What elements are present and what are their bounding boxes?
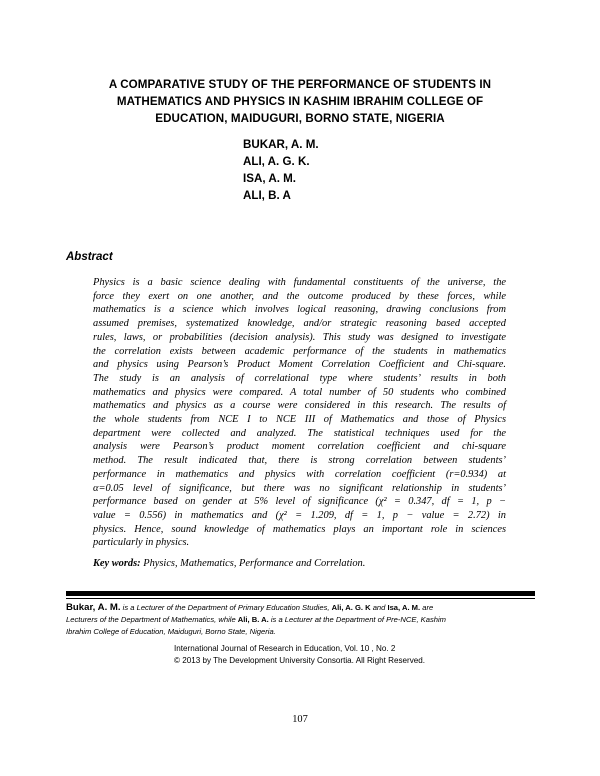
footnote-rule-thin — [66, 598, 535, 599]
footnote-author-name: Ali, A. G. K — [331, 603, 371, 612]
keywords-label: Key words: — [93, 558, 141, 569]
footnote-rule-thick — [66, 591, 535, 596]
abstract-line: department were collected and analyzed. The statistical techniques used for the — [93, 427, 506, 439]
abstract-line: mathematics and physics were compared. A total number of 50 students who combined — [93, 386, 506, 398]
footnote-author-name: Bukar, A. M. — [66, 602, 121, 613]
abstract-line: The study is an analysis of correlational type where students’ results in both — [93, 372, 506, 384]
footnote-line: Ibrahim College of Education, Maiduguri, Borno State, Nigeria. — [66, 627, 276, 636]
page-number: 107 — [292, 714, 308, 725]
abstract-line: particularly in physics. — [93, 537, 190, 549]
footnote-text: is a Lecturer of the Department of Primary Education Studies, — [120, 603, 332, 612]
abstract-line: assumed premises, systematized knowledge, and/or strategic reasoning based accepted — [93, 318, 506, 330]
abstract-heading: Abstract — [66, 251, 113, 263]
journal-info — [174, 643, 425, 667]
author-list — [243, 136, 319, 204]
abstract-line: and physics using Pearson’s Product Moment Correlation Coefficient and Chi-square. — [93, 359, 506, 371]
footnote-line — [66, 602, 535, 614]
author: BUKAR, A. M. — [243, 138, 319, 151]
paper-title — [60, 76, 540, 127]
author: ALI, A. G. K. — [243, 155, 310, 168]
abstract-line: rules, laws, or probabilities (decision analysis). This study was designed to investigate — [93, 331, 506, 343]
footnote-text: and — [370, 603, 388, 612]
abstract-line: value = 0.556) in mathematics and (χ² = 1.209, df = 1, p − value = 2.72) in — [93, 509, 506, 521]
abstract-body — [93, 276, 506, 550]
title-line: MATHEMATICS AND PHYSICS IN KASHIM IBRAHIM COLLEGE OF — [116, 95, 484, 108]
abstract-line: performance based on gender at 5% level of significance (χ² = 0.347, df = 1, p − — [93, 496, 506, 508]
footnote-author-name: Isa, A. M. — [387, 603, 421, 612]
abstract-line: mathematics and physics as a course were considered in this research. The results of — [93, 400, 506, 412]
abstract-line: mathematics is a science which involves logical reasoning, drawing conclusions from — [93, 304, 506, 316]
abstract-line: the whole students from NCE I to NCE III of Mathematics and those of Physics — [93, 414, 506, 426]
author-affiliation-footnote — [66, 602, 535, 638]
copyright-notice: © 2013 by The Development University Consortia. All Right Reserved. — [174, 656, 425, 665]
keywords-text: Physics, Mathematics, Performance and Correlation. — [143, 558, 366, 569]
author: ISA, A. M. — [243, 172, 297, 185]
abstract-line: force they exert on one another, and the outcome produced by these forces, while — [93, 290, 506, 302]
abstract-line: physics. Hence, sound knowledge of mathematics plays an important role in sciences — [93, 523, 506, 535]
abstract-line: Physics is a basic science dealing with fundamental constituents of the universe, the — [93, 277, 506, 288]
title-line: EDUCATION, MAIDUGURI, BORNO STATE, NIGERIA — [155, 112, 445, 125]
footnote-line — [66, 614, 535, 626]
abstract-line: method. The result indicated that, there is strong correlation between students’ — [93, 455, 506, 467]
keywords — [93, 558, 365, 569]
author: ALI, B. A — [243, 189, 291, 202]
abstract-line: performance in mathematics and physics with correlation coefficient (r=0.934) at — [93, 468, 506, 480]
abstract-line: the correlation exists between academic performance of the students in mathematics — [93, 345, 506, 357]
journal-citation: International Journal of Research in Education, Vol. 10 , No. 2 — [174, 644, 396, 653]
footnote-text: are — [420, 603, 434, 612]
title-line: A COMPARATIVE STUDY OF THE PERFORMANCE OF STUDENTS IN — [108, 78, 492, 91]
footnote-text: is a Lecturer at the Department of Pre-NCE, Kashim — [268, 615, 446, 624]
abstract-line: analysis were Pearson’s product moment correlation coefficient and chi-square — [93, 441, 506, 453]
abstract-line: α=0.05 level of significance, but there was no significant relationship in students’ — [93, 482, 506, 494]
footnote-text: Lecturers of the Department of Mathematics, while — [66, 615, 238, 624]
footnote-author-name: Ali, B. A. — [237, 615, 269, 624]
